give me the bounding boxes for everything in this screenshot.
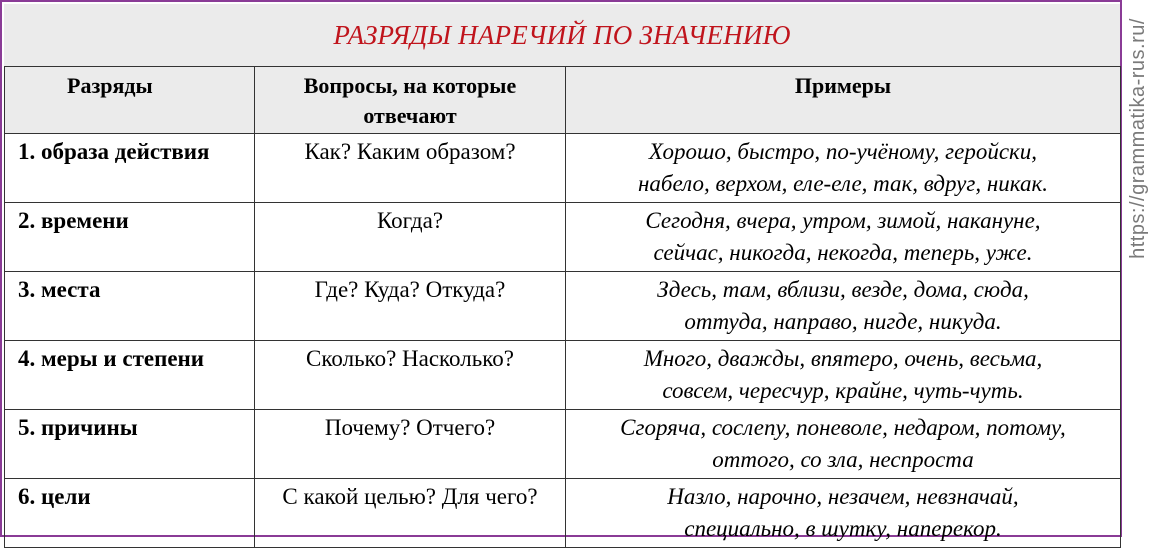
- watermark-text: https://grammatika-rus.ru/: [1126, 17, 1149, 259]
- category-cell: 2. времени: [5, 203, 255, 272]
- table-row: [5, 272, 1121, 341]
- examples-line: набело, верхом, еле-еле, так, вдруг, никак.: [638, 171, 1048, 196]
- category-cell: 3. места: [5, 272, 255, 341]
- category-cell: 4. меры и степени: [5, 341, 255, 410]
- examples-line: оттого, со зла, неспроста: [712, 447, 974, 472]
- examples-line: Сегодня, вчера, утром, зимой, накануне,: [645, 208, 1041, 233]
- title-row: [4, 4, 1120, 67]
- table-row: [5, 203, 1121, 272]
- category-cell: 1. образа действия: [5, 134, 255, 203]
- category-cell: 6. цели: [5, 479, 255, 548]
- examples-cell: [566, 134, 1121, 203]
- examples-cell: [566, 272, 1121, 341]
- page-title: РАЗРЯДЫ НАРЕЧИЙ ПО ЗНАЧЕНИЮ: [333, 19, 791, 50]
- examples-line: Здесь, там, вблизи, везде, дома, сюда,: [657, 277, 1029, 302]
- table-row: [5, 134, 1121, 203]
- table-row: [5, 341, 1121, 410]
- examples-line: Хорошо, быстро, по-учёному, геройски,: [648, 139, 1038, 164]
- examples-cell: [566, 203, 1121, 272]
- table-row: [5, 479, 1121, 548]
- examples-cell: [566, 410, 1121, 479]
- header-examples: Примеры: [566, 67, 1121, 134]
- examples-line: специально, в шутку, наперекор.: [684, 516, 1002, 541]
- questions-cell: Когда?: [255, 203, 566, 272]
- examples-line: Сгоряча, сослепу, поневоле, недаром, потому,: [620, 415, 1066, 440]
- examples-cell: [566, 341, 1121, 410]
- adverb-categories-table: [4, 66, 1121, 548]
- questions-cell: Где? Куда? Откуда?: [255, 272, 566, 341]
- watermark: [1124, 2, 1152, 274]
- examples-line: Назло, нарочно, незачем, невзначай,: [667, 484, 1019, 509]
- questions-cell: Как? Каким образом?: [255, 134, 566, 203]
- table-header-row: [5, 67, 1121, 134]
- questions-cell: Почему? Отчего?: [255, 410, 566, 479]
- header-category: Разряды: [5, 67, 255, 134]
- examples-line: оттуда, направо, нигде, никуда.: [684, 309, 1002, 334]
- questions-cell: Сколько? Насколько?: [255, 341, 566, 410]
- examples-line: Много, дважды, впятеро, очень, весьма,: [643, 346, 1043, 371]
- examples-line: сейчас, никогда, некогда, теперь, уже.: [653, 240, 1033, 265]
- header-questions: Вопросы, на которые отвечают: [255, 67, 566, 134]
- examples-cell: [566, 479, 1121, 548]
- category-cell: 5. причины: [5, 410, 255, 479]
- table-row: [5, 410, 1121, 479]
- questions-cell: С какой целью? Для чего?: [255, 479, 566, 548]
- examples-line: совсем, чересчур, крайне, чуть-чуть.: [662, 378, 1024, 403]
